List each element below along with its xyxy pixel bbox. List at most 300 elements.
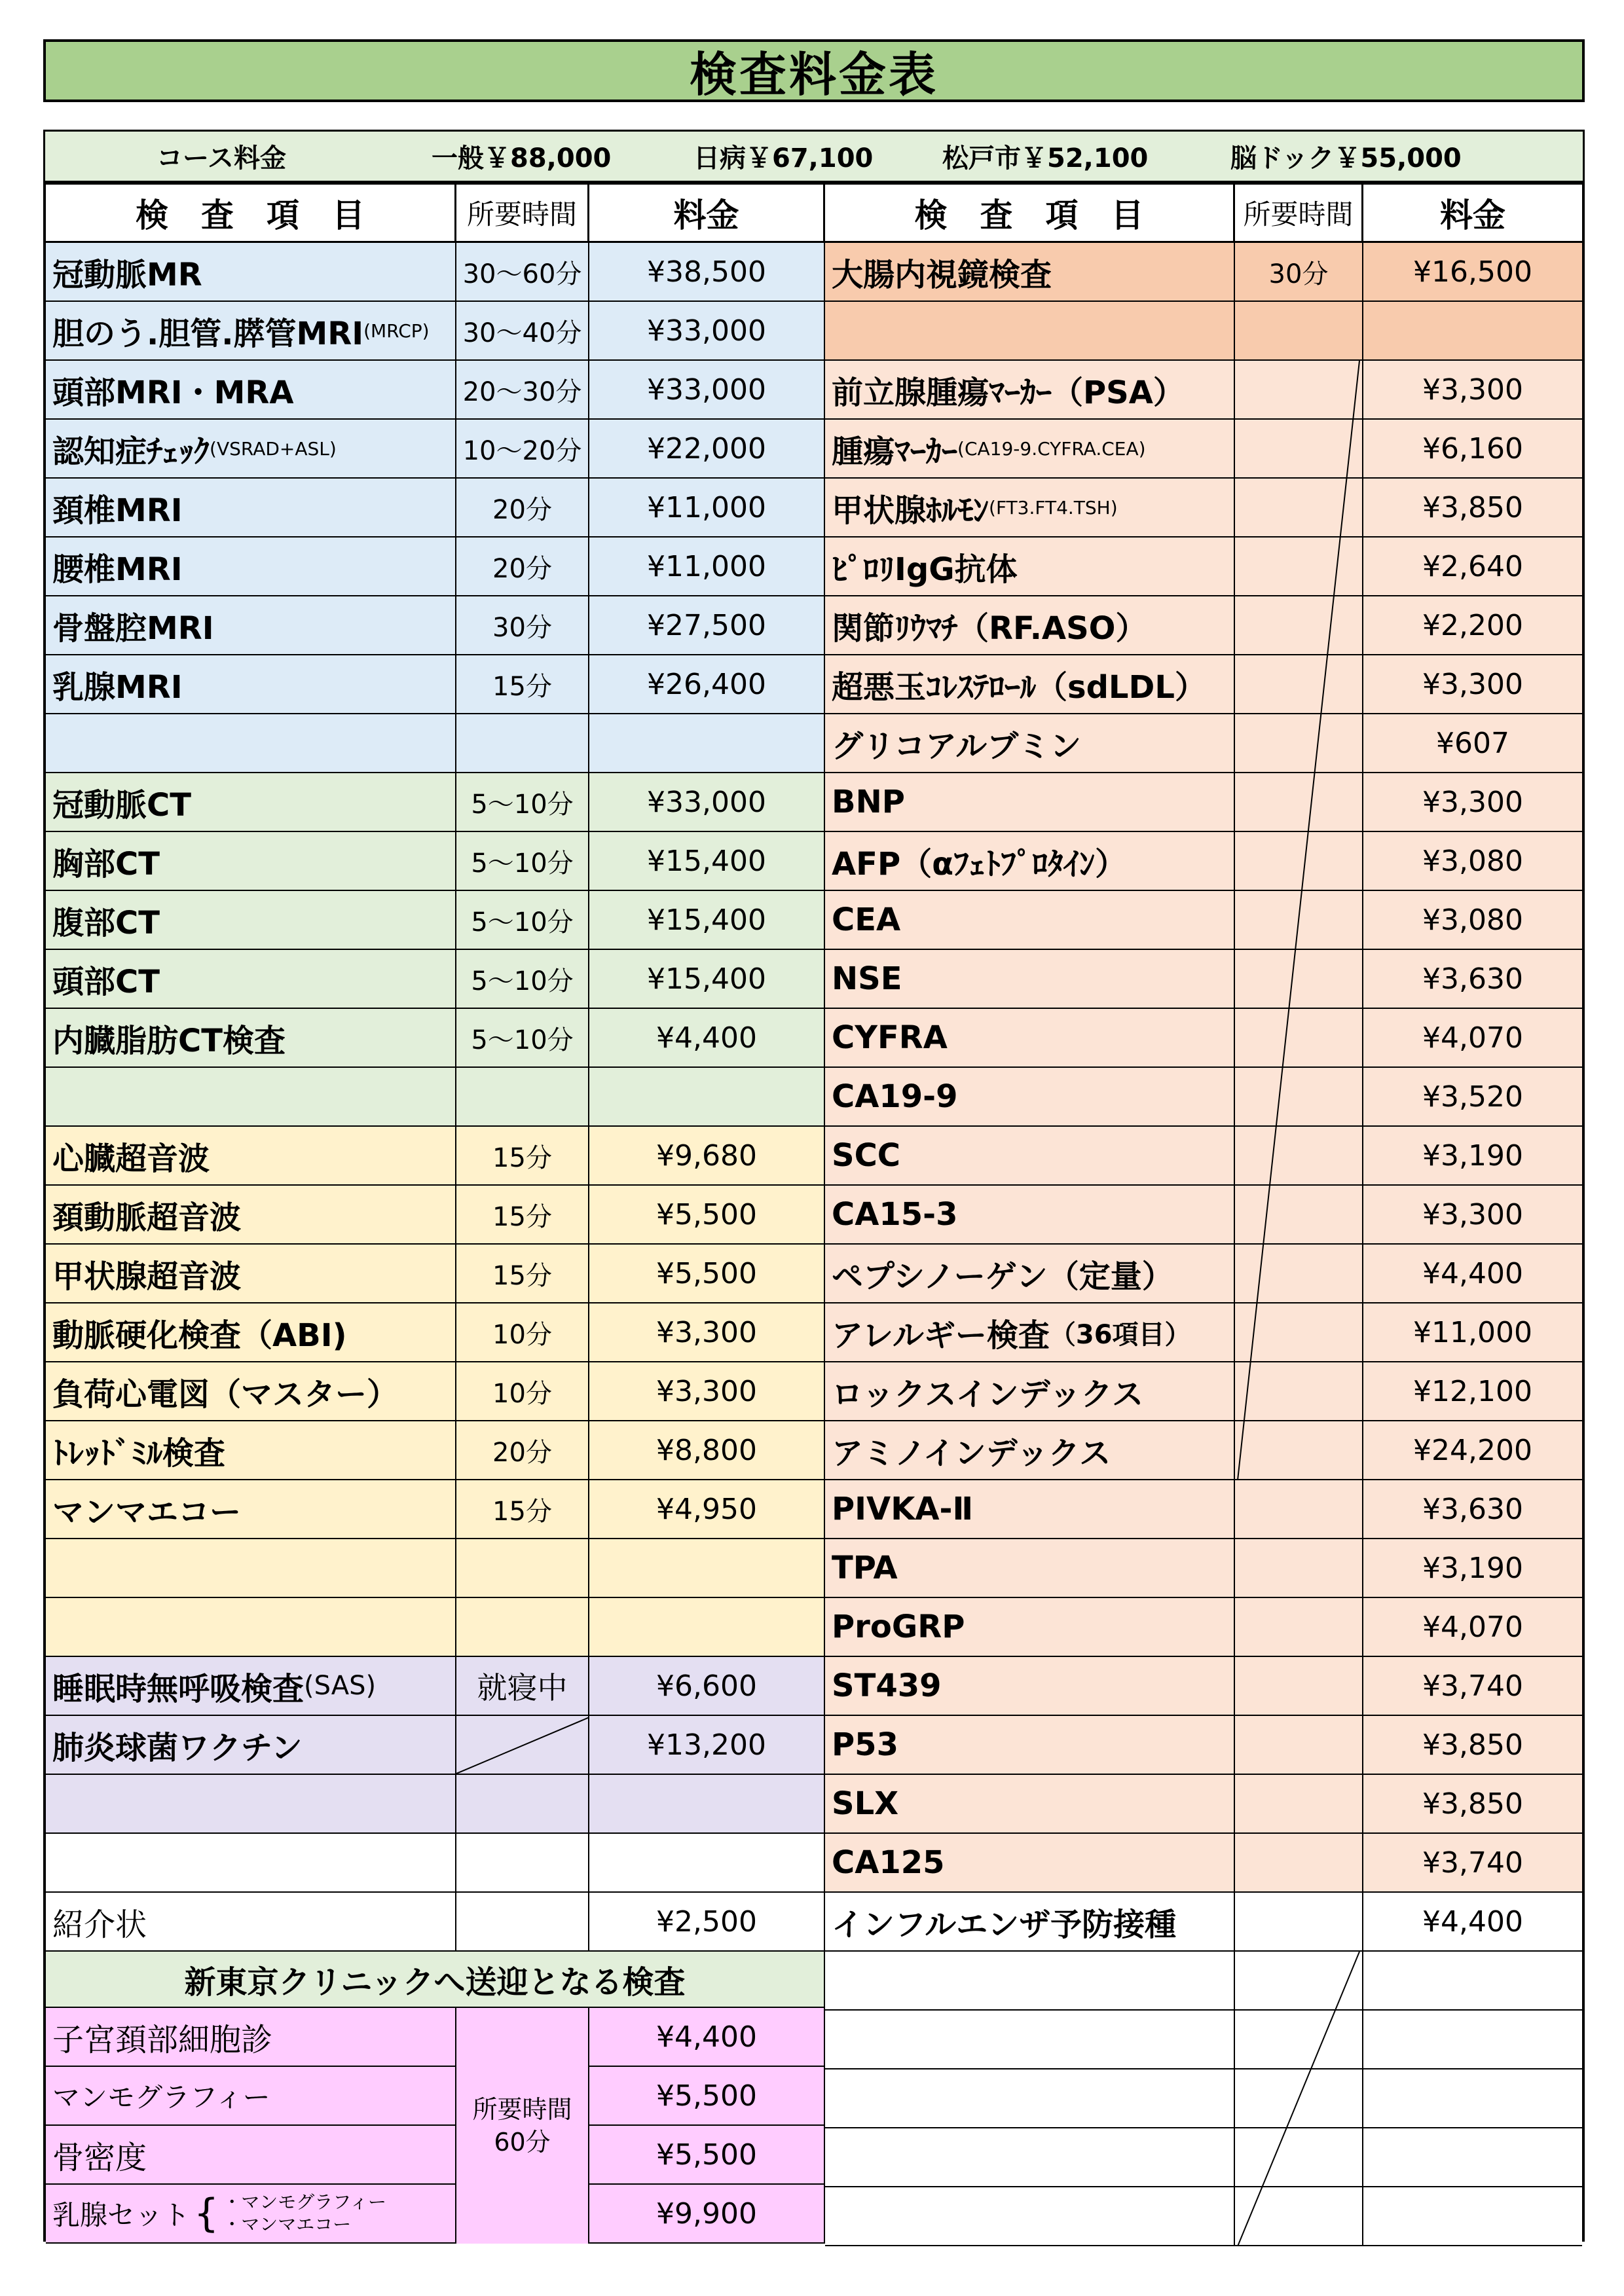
- exam-fee: ¥9,900: [589, 2185, 825, 2242]
- exam-name-text: 腹部CT: [52, 904, 160, 941]
- exam-name-text: アレルギー検査: [832, 1317, 1050, 1354]
- exam-time: 15分: [456, 655, 589, 713]
- exam-name-text: TPA: [832, 1550, 898, 1586]
- table-row: [825, 1657, 1582, 1716]
- exam-name: [46, 243, 456, 301]
- table-row: [46, 596, 825, 655]
- exam-fee: ¥3,850: [1422, 1787, 1523, 1821]
- exam-time: [1235, 1716, 1363, 1774]
- exam-fee: [1363, 302, 1582, 359]
- course-item: 脳ドック￥55,000: [1230, 143, 1462, 173]
- table-row: [825, 1480, 1582, 1539]
- course-item: 一般￥88,000: [432, 143, 612, 173]
- exam-fee: ¥3,080: [1422, 844, 1523, 878]
- exam-name: [46, 655, 456, 713]
- exam-time: 5～10分: [456, 950, 589, 1008]
- exam-fee: [589, 1068, 825, 1125]
- table-row: [825, 1068, 1582, 1127]
- exam-name: [825, 302, 1235, 359]
- table-row: [46, 1539, 825, 1598]
- exam-name-sub: (VSRAD+ASL): [210, 437, 337, 460]
- exam-time: 5～10分: [456, 1009, 589, 1066]
- header-fee: 料金: [1440, 196, 1505, 234]
- exam-name: [46, 1303, 456, 1361]
- fee-table: [43, 182, 1585, 2242]
- exam-name-text: 睡眠時無呼吸検査: [52, 1670, 304, 1707]
- exam-name: [46, 302, 456, 359]
- table-row: [825, 596, 1582, 655]
- exam-fee: [1363, 2187, 1582, 2245]
- exam-time: 20分: [456, 1421, 589, 1479]
- sub-item-list: [223, 2191, 386, 2236]
- exam-time: [1235, 891, 1363, 949]
- exam-name: [825, 420, 1235, 477]
- exam-name: [825, 596, 1235, 654]
- header-fee: 料金: [589, 185, 825, 241]
- exam-fee: ¥4,400: [1422, 1256, 1523, 1290]
- exam-fee: [589, 1775, 825, 1832]
- table-row: [46, 479, 825, 538]
- exam-name: [825, 1186, 1235, 1243]
- exam-name-text: 甲状腺超音波: [52, 1258, 242, 1295]
- exam-time: 20～30分: [456, 361, 589, 418]
- left-rows: [46, 243, 825, 1952]
- exam-name: [46, 479, 456, 536]
- header-time: 所要時間: [1235, 185, 1363, 241]
- exam-name: [46, 1775, 456, 1832]
- exam-fee: ¥3,300: [1422, 667, 1523, 701]
- exam-time: [456, 1716, 589, 1774]
- exam-time: [1235, 479, 1363, 536]
- table-row: [825, 1127, 1582, 1186]
- table-row: [825, 1245, 1582, 1303]
- table-row: [46, 361, 825, 420]
- exam-name-text: 冠動脈MR: [52, 256, 202, 293]
- exam-fee: ¥3,300: [1422, 1197, 1523, 1231]
- exam-time: [1235, 1009, 1363, 1066]
- table-row: [825, 243, 1582, 302]
- exam-time: [456, 1775, 589, 1832]
- exam-name: [46, 420, 456, 477]
- exam-fee: ¥22,000: [589, 420, 825, 477]
- table-row: [825, 655, 1582, 714]
- sub-item: ・マンマエコー: [223, 2214, 352, 2235]
- exam-fee: ¥8,800: [589, 1421, 825, 1479]
- exam-name: [825, 1303, 1235, 1361]
- exam-name-sub: (CA19-9.CYFRA.CEA): [957, 437, 1146, 460]
- exam-name-text: AFP（αﾌｪﾄﾌﾟﾛﾀｲﾝ）: [832, 845, 1127, 883]
- exam-time: [1235, 1421, 1363, 1479]
- exam-name-text: NSE: [832, 960, 902, 997]
- exam-name: [46, 2185, 456, 2242]
- table-row: [46, 302, 825, 361]
- exam-fee: ¥11,000: [589, 538, 825, 595]
- table-row: [46, 1775, 825, 1834]
- exam-name-text: CA15-3: [832, 1196, 958, 1233]
- exam-name-text: 内臓脂肪CT検査: [52, 1022, 286, 1059]
- table-row: [825, 1952, 1582, 2011]
- exam-name-sub: (FT3.FT4.TSH): [989, 496, 1118, 519]
- table-row: [46, 1303, 825, 1362]
- table-row: [46, 243, 825, 302]
- exam-name: [825, 243, 1235, 301]
- exam-name-text: 骨密度: [52, 2139, 147, 2176]
- exam-name-text: 乳腺MRI: [52, 668, 183, 706]
- table-row: [46, 1657, 825, 1716]
- exam-name: [46, 1598, 456, 1656]
- table-row: [825, 361, 1582, 420]
- table-row: [825, 950, 1582, 1009]
- table-row: [825, 1539, 1582, 1598]
- exam-time: 5～10分: [456, 832, 589, 890]
- sub-item: ・マンモグラフィー: [223, 2191, 386, 2213]
- exam-fee: ¥5,500: [589, 2126, 825, 2183]
- header-item: 検 査 項 目: [825, 185, 1235, 241]
- exam-name-text: CEA: [832, 902, 901, 938]
- exam-time: [456, 1834, 589, 1891]
- exam-time: [1235, 1952, 1363, 2009]
- table-row: [46, 538, 825, 596]
- exam-name: [825, 479, 1235, 536]
- exam-name-text: SLX: [832, 1785, 899, 1822]
- exam-name: [46, 1834, 456, 1891]
- exam-fee: ¥3,740: [1422, 1846, 1523, 1880]
- exam-fee: ¥15,400: [589, 832, 825, 890]
- exam-time: 30～60分: [456, 243, 589, 301]
- exam-name-text: 乳腺セット: [52, 2199, 191, 2231]
- exam-name-text: 関節ﾘｳﾏﾁ（RF.ASO）: [832, 610, 1147, 647]
- exam-time: 5～10分: [456, 773, 589, 831]
- exam-fee: ¥4,400: [589, 1009, 825, 1066]
- exam-time: 20分: [456, 538, 589, 595]
- exam-name: [825, 1127, 1235, 1184]
- exam-time: 15分: [456, 1480, 589, 1538]
- exam-name: [825, 1421, 1235, 1479]
- transport-time: [456, 2008, 589, 2244]
- table-row: [825, 1775, 1582, 1834]
- bracket: {: [194, 2191, 219, 2236]
- exam-fee: ¥11,000: [589, 479, 825, 536]
- table-row: [46, 1893, 825, 1952]
- exam-name-text: CA19-9: [832, 1078, 958, 1115]
- table-row: [825, 1598, 1582, 1657]
- exam-name: [46, 891, 456, 949]
- exam-fee: ¥3,520: [1422, 1080, 1523, 1114]
- exam-name-text: アミノインデックス: [832, 1434, 1111, 1472]
- transport-time-line: 60分: [494, 2128, 551, 2157]
- exam-fee: ¥3,630: [1422, 1492, 1523, 1526]
- exam-time: 10分: [456, 1303, 589, 1361]
- exam-time: [1235, 2069, 1363, 2127]
- table-row: [825, 1303, 1582, 1362]
- exam-fee: ¥3,300: [589, 1362, 825, 1420]
- exam-time: 10分: [456, 1362, 589, 1420]
- exam-name: [46, 361, 456, 418]
- exam-fee: ¥3,740: [1422, 1669, 1523, 1703]
- table-row: [825, 1834, 1582, 1893]
- table-row: [46, 655, 825, 714]
- exam-time: 就寝中: [456, 1657, 589, 1715]
- exam-name: [825, 1834, 1235, 1891]
- exam-name-text: 胆のう.胆管.膵管MRI: [52, 315, 364, 352]
- exam-fee: ¥4,400: [589, 2008, 825, 2066]
- exam-name: [46, 832, 456, 890]
- exam-time: [1235, 2187, 1363, 2245]
- exam-time: 30～40分: [456, 302, 589, 359]
- exam-time: [1235, 832, 1363, 890]
- exam-time: 5～10分: [456, 891, 589, 949]
- table-row: [825, 2187, 1582, 2246]
- table-row: [46, 714, 825, 773]
- exam-time: [1235, 1068, 1363, 1125]
- table-row: [46, 1421, 825, 1480]
- right-header-row: [825, 185, 1582, 243]
- exam-name: [825, 538, 1235, 595]
- table-row: [825, 1186, 1582, 1245]
- table-row: [46, 1009, 825, 1068]
- exam-fee: ¥3,300: [589, 1303, 825, 1361]
- exam-fee: ¥3,630: [1422, 962, 1523, 996]
- transport-time-line: 所要時間: [472, 2095, 572, 2124]
- exam-time: [1235, 950, 1363, 1008]
- exam-fee: ¥4,400: [1422, 1904, 1523, 1939]
- exam-fee: ¥5,500: [589, 1245, 825, 1302]
- exam-name: [46, 1127, 456, 1184]
- table-row: [825, 891, 1582, 950]
- table-row: [46, 2126, 825, 2185]
- exam-fee: ¥33,000: [589, 773, 825, 831]
- exam-fee: ¥2,640: [1422, 549, 1523, 583]
- exam-name: [46, 596, 456, 654]
- table-row: [46, 1186, 825, 1245]
- table-row: [825, 538, 1582, 596]
- table-row: [825, 2128, 1582, 2187]
- exam-fee: ¥3,300: [1422, 373, 1523, 407]
- exam-name-text: 紹介状: [52, 1906, 147, 1943]
- exam-fee: ¥2,500: [589, 1893, 825, 1950]
- exam-time: [456, 1598, 589, 1656]
- table-row: [825, 714, 1582, 773]
- exam-name: [46, 1245, 456, 1302]
- table-row: [46, 773, 825, 832]
- exam-fee: ¥27,500: [589, 596, 825, 654]
- course-label: コース料金: [157, 143, 286, 173]
- table-row: [46, 832, 825, 891]
- exam-fee: ¥4,950: [589, 1480, 825, 1538]
- exam-name: [825, 361, 1235, 418]
- exam-fee: ¥3,850: [1422, 1728, 1523, 1762]
- exam-name: [46, 1657, 456, 1715]
- exam-name-text: 認知症ﾁｪｯｸ: [52, 433, 210, 470]
- exam-name-text: 心臓超音波: [52, 1140, 210, 1177]
- exam-name: [825, 1539, 1235, 1597]
- exam-fee: ¥33,000: [589, 361, 825, 418]
- exam-name: [46, 1009, 456, 1066]
- exam-time: [1235, 655, 1363, 713]
- table-row: [825, 1362, 1582, 1421]
- right-rows: [825, 243, 1582, 2246]
- left-table: [46, 185, 825, 2244]
- exam-name: [46, 1068, 456, 1125]
- exam-time: [1235, 1362, 1363, 1420]
- exam-name-text: 超悪玉ｺﾚｽﾃﾛｰﾙ（sdLDL）: [832, 668, 1206, 706]
- table-row: [46, 891, 825, 950]
- exam-fee: ¥13,200: [589, 1716, 825, 1774]
- exam-name-text: ﾄﾚｯﾄﾞﾐﾙ検査: [52, 1434, 226, 1472]
- exam-name: [46, 538, 456, 595]
- exam-time: [1235, 2128, 1363, 2186]
- exam-name-sub: (SAS): [304, 1671, 377, 1701]
- exam-name-text: CYFRA: [832, 1019, 948, 1056]
- exam-fee: ¥9,680: [589, 1127, 825, 1184]
- exam-fee: ¥3,300: [1422, 785, 1523, 819]
- table-row: [46, 2067, 825, 2126]
- exam-time: [456, 1539, 589, 1597]
- exam-name-text: 腰椎MRI: [52, 551, 183, 588]
- exam-name: [825, 1362, 1235, 1420]
- exam-name: [46, 1716, 456, 1774]
- exam-name-text: ロックスインデックス: [832, 1376, 1144, 1413]
- exam-name-text: マンモグラフィー: [52, 2081, 270, 2113]
- exam-name: [825, 950, 1235, 1008]
- exam-name-text: 頭部CT: [52, 963, 160, 1000]
- exam-name-text: P53: [832, 1726, 898, 1763]
- exam-fee: ¥5,500: [589, 1186, 825, 1243]
- exam-fee: ¥38,500: [589, 243, 825, 301]
- exam-fee: ¥3,080: [1422, 903, 1523, 937]
- table-row: [46, 1834, 825, 1893]
- exam-name-text: 腫瘍ﾏｰｶｰ: [832, 433, 958, 470]
- exam-fee: ¥24,200: [1413, 1433, 1532, 1467]
- exam-name: [46, 773, 456, 831]
- course-fees-bar: [43, 130, 1585, 183]
- right-table: [825, 185, 1582, 2246]
- exam-time: [1235, 1657, 1363, 1715]
- table-row: [46, 1716, 825, 1775]
- exam-name-text: 前立腺腫瘍ﾏｰｶｰ（PSA）: [832, 374, 1185, 411]
- exam-name-sub: (MRCP): [363, 319, 430, 342]
- table-row: [825, 2011, 1582, 2069]
- exam-name-text: 大腸内視鏡検査: [832, 256, 1052, 293]
- exam-name: [825, 773, 1235, 831]
- exam-name: [825, 655, 1235, 713]
- exam-name-text: 動脈硬化検査（ABI): [52, 1317, 347, 1354]
- exam-time: 15分: [456, 1127, 589, 1184]
- exam-name-text: 冠動脈CT: [52, 786, 191, 824]
- exam-fee: ¥2,200: [1422, 608, 1523, 642]
- exam-name: [825, 1598, 1235, 1656]
- exam-name: [46, 2008, 456, 2066]
- exam-name: [46, 1421, 456, 1479]
- exam-fee: ¥6,160: [1422, 431, 1523, 465]
- exam-name-text: CA125: [832, 1844, 945, 1881]
- exam-name-text: ﾋﾟﾛﾘIgG抗体: [832, 551, 1018, 588]
- exam-fee: ¥3,850: [1422, 490, 1523, 524]
- table-row: [46, 1480, 825, 1539]
- exam-time: 15分: [456, 1186, 589, 1243]
- exam-name: [46, 1539, 456, 1597]
- exam-time: 30分: [1235, 243, 1363, 301]
- exam-name-text: 胸部CT: [52, 845, 160, 883]
- exam-name: [46, 714, 456, 772]
- table-row: [46, 1127, 825, 1186]
- table-row: [825, 1421, 1582, 1480]
- exam-name: [46, 2126, 456, 2183]
- exam-time: [456, 714, 589, 772]
- exam-name-text: マンマエコー: [52, 1493, 242, 1531]
- exam-name: [825, 1775, 1235, 1832]
- exam-name: [46, 950, 456, 1008]
- exam-fee: ¥607: [1436, 726, 1509, 760]
- exam-name-text: インフルエンザ予防接種: [832, 1906, 1177, 1943]
- table-row: [46, 950, 825, 1009]
- table-row: [46, 1598, 825, 1657]
- exam-fee: ¥12,100: [1413, 1374, 1532, 1408]
- exam-name-text: 肺炎球菌ワクチン: [52, 1729, 303, 1766]
- exam-name-text: 頭部MRI・MRA: [52, 374, 294, 411]
- course-item: 日病￥67,100: [693, 143, 874, 173]
- exam-time: [456, 1893, 589, 1950]
- table-row: [46, 1362, 825, 1421]
- exam-name: [825, 1716, 1235, 1774]
- exam-fee: ¥5,500: [589, 2067, 825, 2124]
- exam-name-text: ST439: [832, 1667, 942, 1704]
- exam-name-text: 負荷心電図（マスター）: [52, 1376, 399, 1413]
- exam-time: [1235, 773, 1363, 831]
- exam-fee: ¥26,400: [589, 655, 825, 713]
- table-row: [46, 1245, 825, 1303]
- exam-name-text: 頚動脈超音波: [52, 1199, 242, 1236]
- slash-line: [456, 1716, 589, 1774]
- exam-time: [1235, 361, 1363, 418]
- exam-name: [825, 1009, 1235, 1066]
- table-row: [825, 479, 1582, 538]
- exam-name: [46, 1186, 456, 1243]
- exam-name: [825, 2187, 1235, 2245]
- exam-name: [46, 1362, 456, 1420]
- exam-fee: ¥15,400: [589, 891, 825, 949]
- exam-time: [1235, 538, 1363, 595]
- exam-name: [825, 1657, 1235, 1715]
- table-row: [825, 773, 1582, 832]
- exam-time: [1235, 1834, 1363, 1891]
- exam-name-text: PIVKA-Ⅱ: [832, 1491, 974, 1527]
- exam-name-text: ペプシノーゲン（定量）: [832, 1258, 1173, 1295]
- table-row: [46, 2185, 825, 2244]
- exam-fee: ¥6,600: [589, 1657, 825, 1715]
- page-title: 検査料金表: [43, 39, 1585, 102]
- exam-time: 10～20分: [456, 420, 589, 477]
- exam-time: 15分: [456, 1245, 589, 1302]
- exam-time: [1235, 714, 1363, 772]
- exam-name: [46, 1893, 456, 1950]
- table-row: [825, 2069, 1582, 2128]
- exam-fee: ¥15,400: [589, 950, 825, 1008]
- exam-time: [1235, 302, 1363, 359]
- exam-name: [825, 832, 1235, 890]
- exam-time: [456, 1068, 589, 1125]
- exam-time: 20分: [456, 479, 589, 536]
- exam-name: [46, 1480, 456, 1538]
- exam-name: [825, 1952, 1235, 2009]
- left-header-row: [46, 185, 825, 243]
- exam-name-sub: （36項目）: [1049, 1319, 1191, 1350]
- exam-name: [825, 1893, 1235, 1950]
- table-row: [825, 832, 1582, 891]
- exam-name: [825, 891, 1235, 949]
- exam-fee: [1363, 2128, 1582, 2186]
- exam-fee: [1363, 2011, 1582, 2068]
